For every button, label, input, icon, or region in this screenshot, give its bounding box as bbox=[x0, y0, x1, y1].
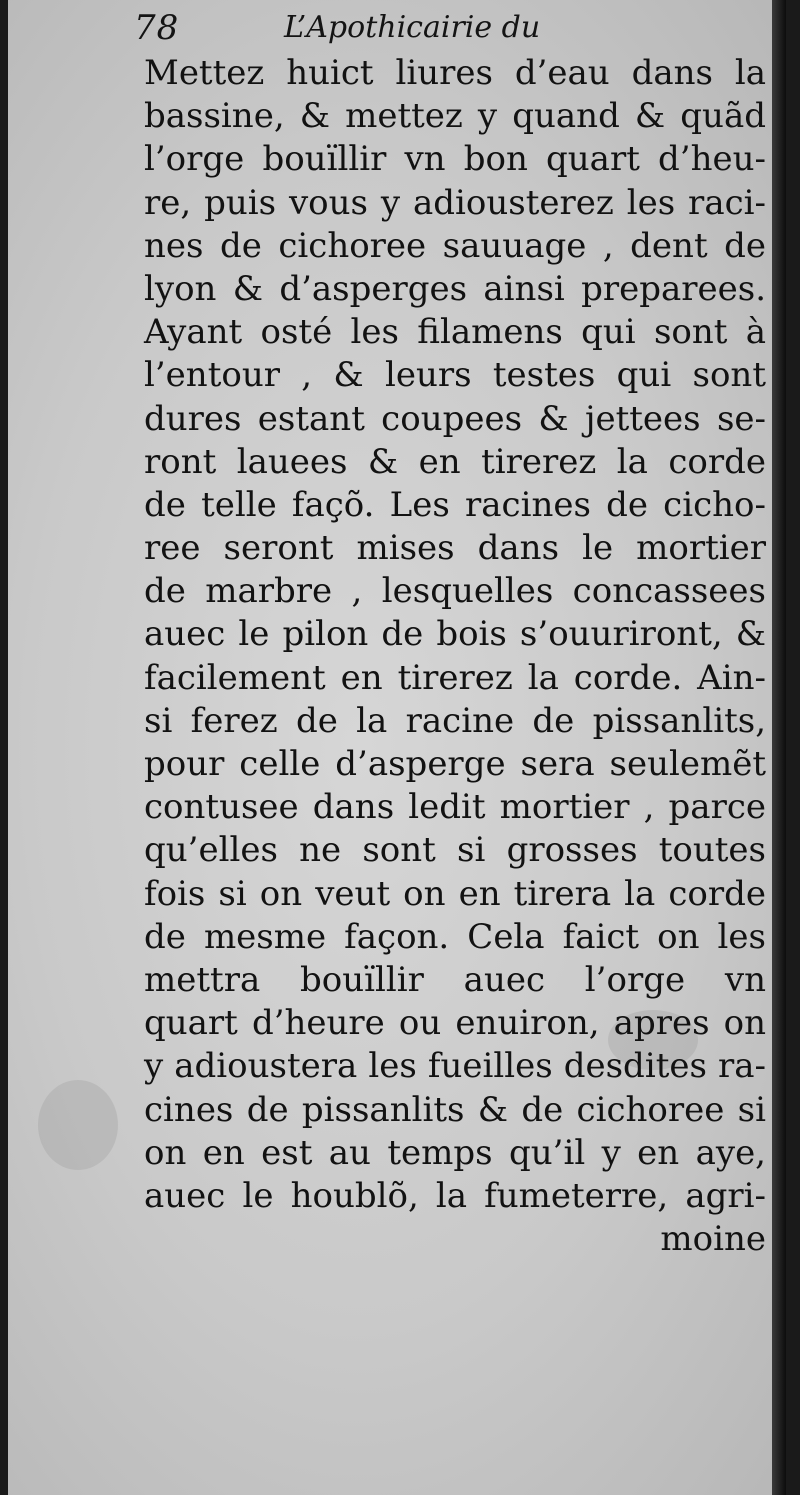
text-line: l’entour , & leurs testes qui sont bbox=[144, 355, 766, 396]
text-line: de mesme façon. Cela faict on les bbox=[144, 916, 766, 957]
catchword: moine bbox=[660, 1219, 766, 1260]
text-line: si ferez de la racine de pissanlits, bbox=[144, 700, 766, 741]
text-line: qu’elles ne sont si grosses toutes bbox=[144, 830, 766, 871]
text-line: l’orge bouïllir vn bon quart d’heu- bbox=[144, 139, 766, 180]
text-line: y adioustera les fueilles desdites ra- bbox=[144, 1046, 766, 1087]
text-line: re, puis vous y adiousterez les raci- bbox=[144, 182, 766, 223]
text-line: auec le houblõ, la fumeterre, agri- bbox=[144, 1175, 766, 1216]
text-line: on en est au temps qu’il y en aye, bbox=[144, 1132, 766, 1173]
text-line: quart d’heure ou enuiron, apres on bbox=[144, 1003, 766, 1044]
text-line: nes de cichoree sauuage , dent de bbox=[144, 225, 766, 266]
text-line: dures estant coupees & jettees se- bbox=[144, 398, 766, 439]
running-head: L’Apothicairie du bbox=[284, 10, 541, 45]
text-line: cines de pissanlits & de cichoree si bbox=[144, 1089, 766, 1130]
text-line: lyon & d’asperges ainsi preparees. bbox=[144, 268, 766, 309]
paper-stain bbox=[38, 1080, 118, 1170]
text-line: ree seront mises dans le mortier bbox=[144, 528, 766, 569]
body-text bbox=[144, 52, 766, 1261]
text-line: de marbre , lesquelles concassees bbox=[144, 571, 766, 612]
text-line: de telle façõ. Les racines de cicho- bbox=[144, 484, 766, 525]
text-line: pour celle d’asperge sera seulemẽt bbox=[144, 744, 766, 784]
page-number: 78 bbox=[134, 8, 180, 48]
book-page bbox=[8, 0, 786, 1495]
text-line: Ayant osté les filamens qui sont à bbox=[144, 312, 766, 353]
text-line: fois si on veut on en tirera la corde bbox=[144, 873, 766, 914]
text-line: bassine, & mettez y quand & quãd bbox=[144, 96, 766, 137]
page-edge-shadow bbox=[772, 0, 786, 1495]
text-line: auec le pilon de bois s’ouuriront, & bbox=[144, 614, 766, 655]
text-line: Mettez huict liures d’eau dans la bbox=[144, 53, 766, 93]
text-line: ront lauees & en tirerez la corde bbox=[144, 441, 766, 482]
text-line: facilement en tirerez la corde. Ain- bbox=[144, 657, 766, 698]
text-line: mettra bouïllir auec l’orge vn bbox=[144, 959, 766, 1000]
text-line: contusee dans ledit mortier , parce bbox=[144, 787, 766, 828]
